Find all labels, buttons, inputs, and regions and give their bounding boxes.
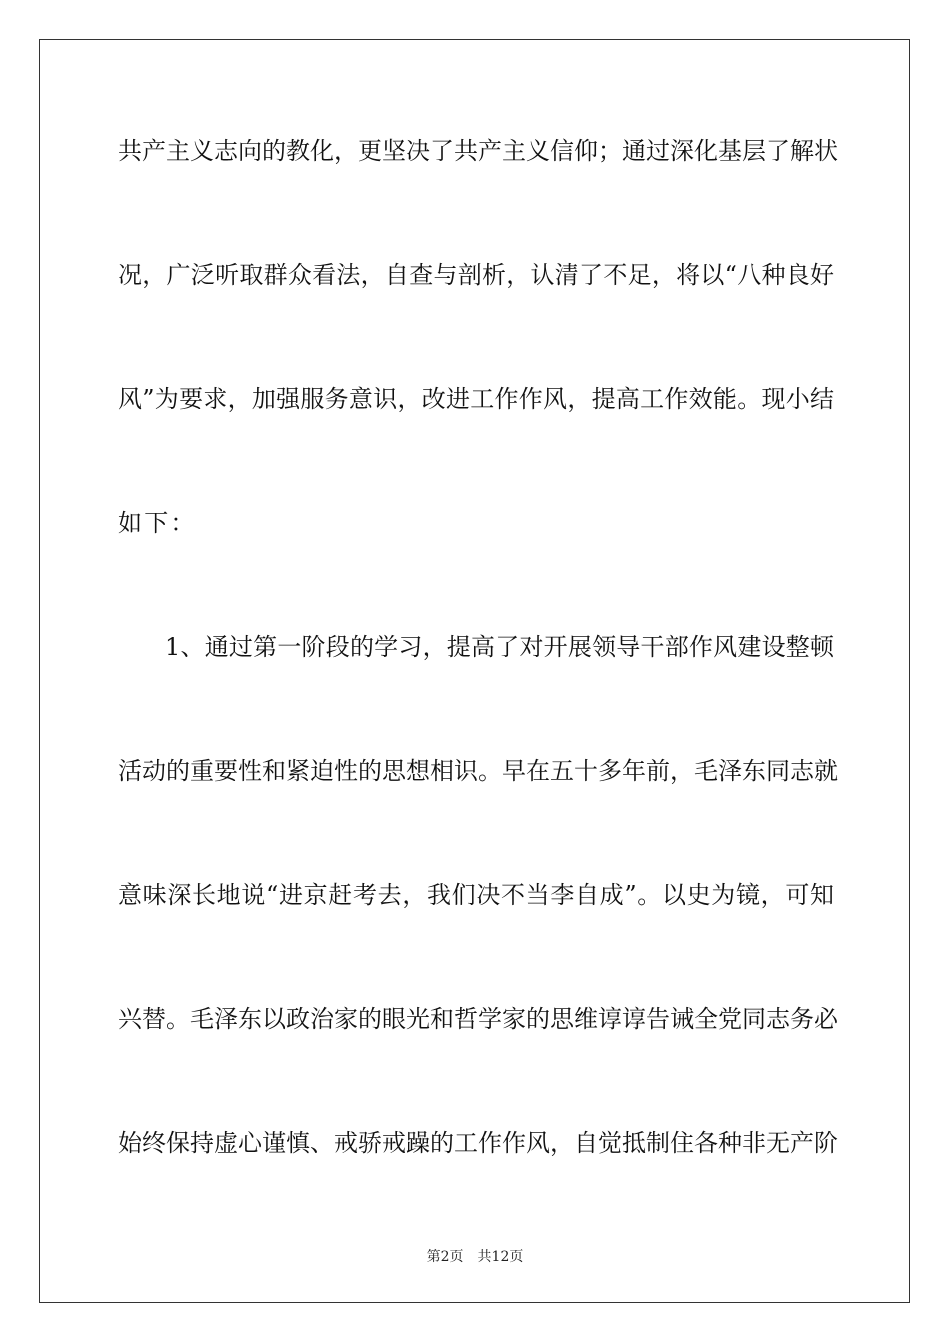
text-line-6: 活动的重要性和紧迫性的思想相识。早在五十多年前，毛泽东同志就 (118, 757, 838, 785)
text-line-1: 共产主义志向的教化，更坚决了共产主义信仰；通过深化基层了解状 (118, 137, 838, 165)
page-footer (0, 1248, 950, 1266)
text-line-4: 如下： (118, 509, 197, 537)
text-line-7: 意味深长地说“进京赶考去，我们决不当李自成”。以史为镜，可知 (118, 881, 834, 909)
text-line-8: 兴替。毛泽东以政治家的眼光和哲学家的思维谆谆告诫全党同志务必 (118, 1005, 838, 1033)
text-line-5: 1、通过第一阶段的学习，提高了对开展领导干部作风建设整顿 (165, 633, 834, 661)
page-border (39, 39, 910, 1303)
page-total: 共12页 (477, 1249, 524, 1265)
text-line-9: 始终保持虚心谨慎、戒骄戒躁的工作作风，自觉抵制住各种非无产阶 (118, 1129, 838, 1157)
text-line-3: 风”为要求，加强服务意识，改进工作作风，提高工作效能。现小结 (118, 385, 834, 413)
text-line-2: 况，广泛听取群众看法，自查与剖析，认清了不足，将以“八种良好 (118, 261, 834, 289)
page-number: 第2页 (426, 1249, 464, 1265)
